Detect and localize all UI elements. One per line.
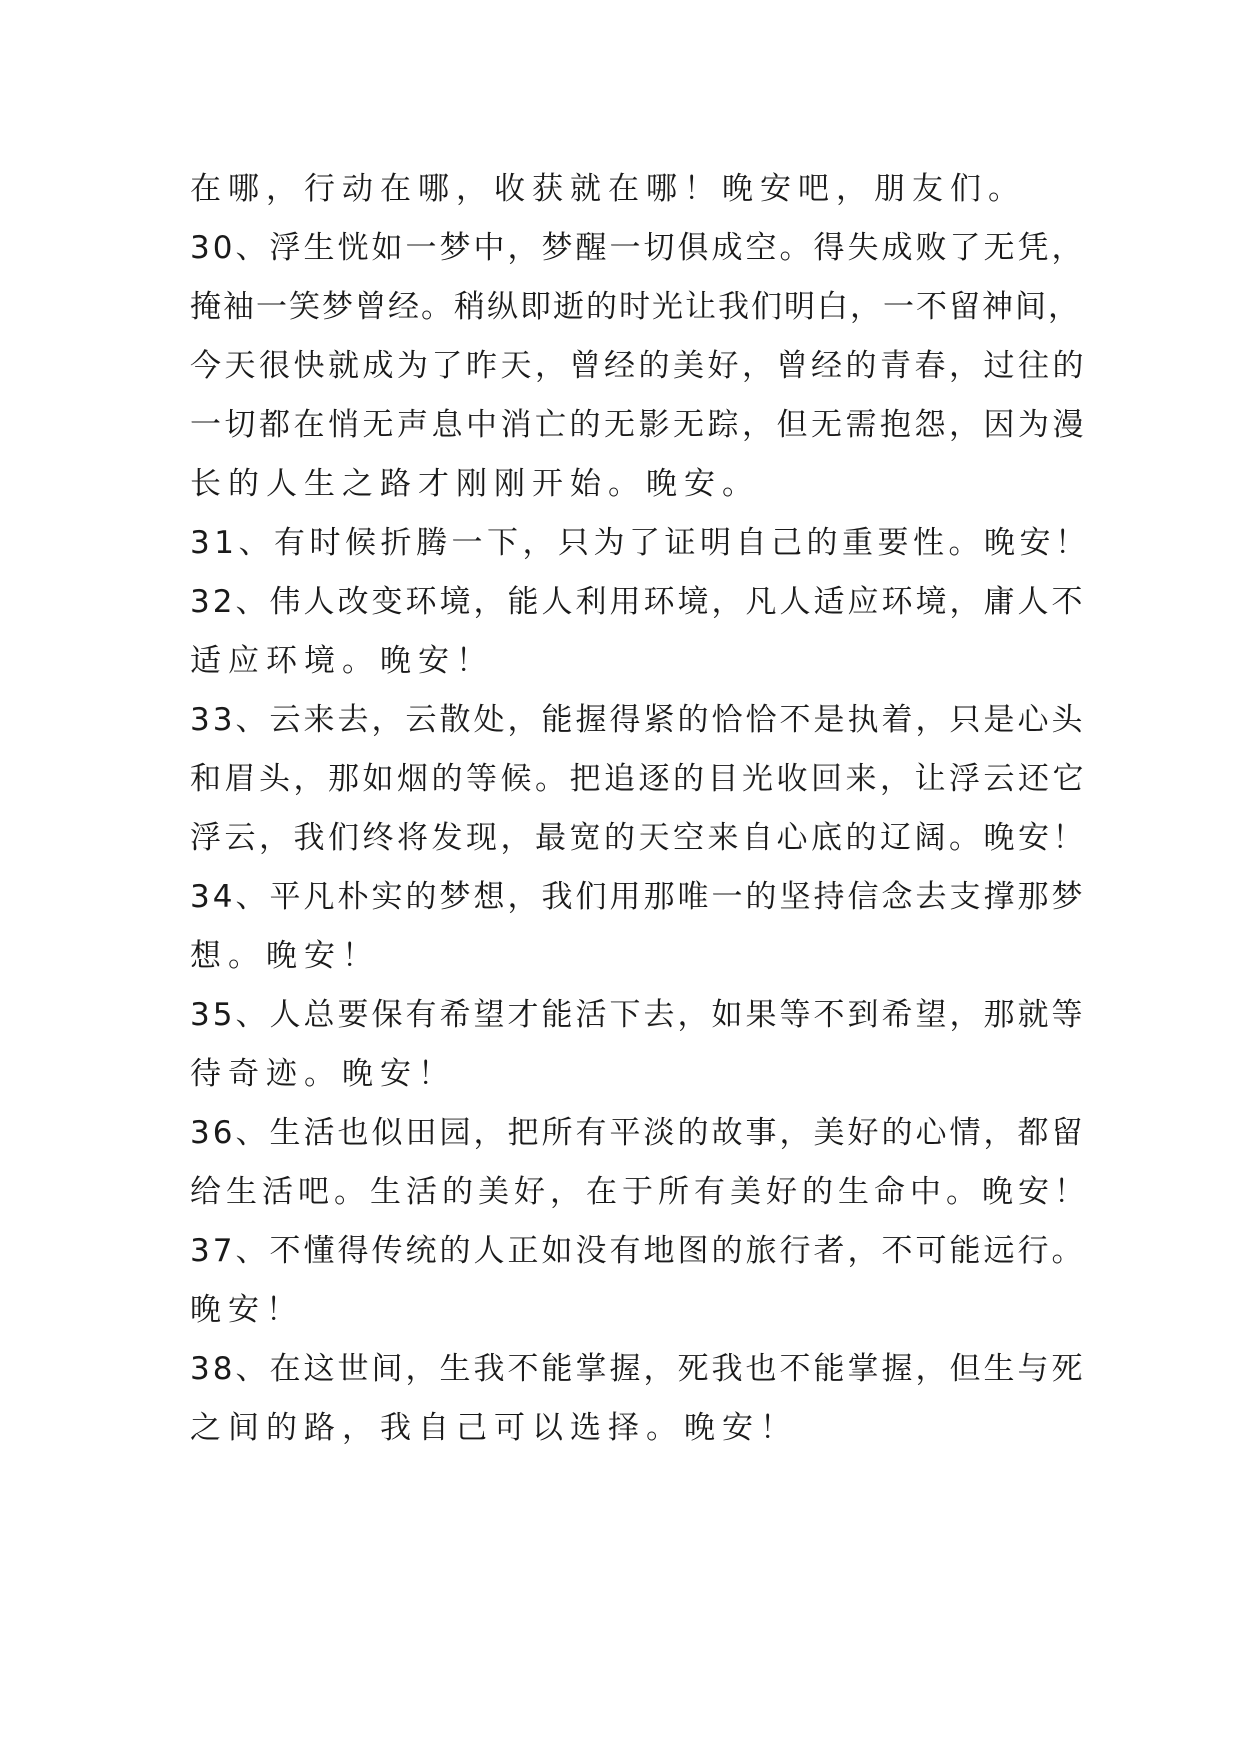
text-line: 待奇迹。晚安！ xyxy=(190,1056,456,1092)
text-line: 一切都在悄无声息中消亡的无影无踪，但无需抱怨，因为漫 xyxy=(190,407,1087,443)
text-line: 和眉头，那如烟的等候。把追逐的目光收回来，让浮云还它 xyxy=(190,761,1087,797)
text-line: 35、人总要保有希望才能活下去，如果等不到希望，那就等 xyxy=(190,997,1086,1033)
text-line: 31、有时候折腾一下，只为了证明自己的重要性。晚安！ xyxy=(190,525,1091,561)
text-line: 之间的路，我自己可以选择。晚安！ xyxy=(190,1410,798,1446)
text-line: 给生活吧。生活的美好，在于所有美好的生命中。晚安！ xyxy=(190,1174,1090,1210)
text-line: 34、平凡朴实的梦想，我们用那唯一的坚持信念去支撑那梦 xyxy=(190,879,1086,915)
text-line: 32、伟人改变环境，能人利用环境，凡人适应环境，庸人不 xyxy=(190,584,1086,620)
text-line: 适应环境。晚安！ xyxy=(190,643,494,679)
document-body xyxy=(190,160,1090,1458)
text-line: 长的人生之路才刚刚开始。晚安。 xyxy=(190,466,760,502)
text-line: 36、生活也似田园，把所有平淡的故事，美好的心情，都留 xyxy=(190,1115,1086,1151)
text-line: 掩袖一笑梦曾经。稍纵即逝的时光让我们明白，一不留神间， xyxy=(190,289,1081,325)
text-line: 30、浮生恍如一梦中，梦醒一切俱成空。得失成败了无凭， xyxy=(190,230,1086,266)
text-line: 浮云，我们终将发现，最宽的天空来自心底的辽阔。晚安！ xyxy=(190,820,1087,856)
text-line: 在哪，行动在哪，收获就在哪！晚安吧，朋友们。 xyxy=(190,171,1026,207)
text-line: 想。晚安！ xyxy=(190,938,380,974)
text-line: 33、云来去，云散处，能握得紧的恰恰不是执着，只是心头 xyxy=(190,702,1086,738)
text-line: 38、在这世间，生我不能掌握，死我也不能掌握，但生与死 xyxy=(190,1351,1086,1387)
text-line: 今天很快就成为了昨天，曾经的美好，曾经的青春，过往的 xyxy=(190,348,1087,384)
text-line: 晚安！ xyxy=(190,1292,304,1328)
text-line: 37、不懂得传统的人正如没有地图的旅行者，不可能远行。 xyxy=(190,1233,1086,1269)
